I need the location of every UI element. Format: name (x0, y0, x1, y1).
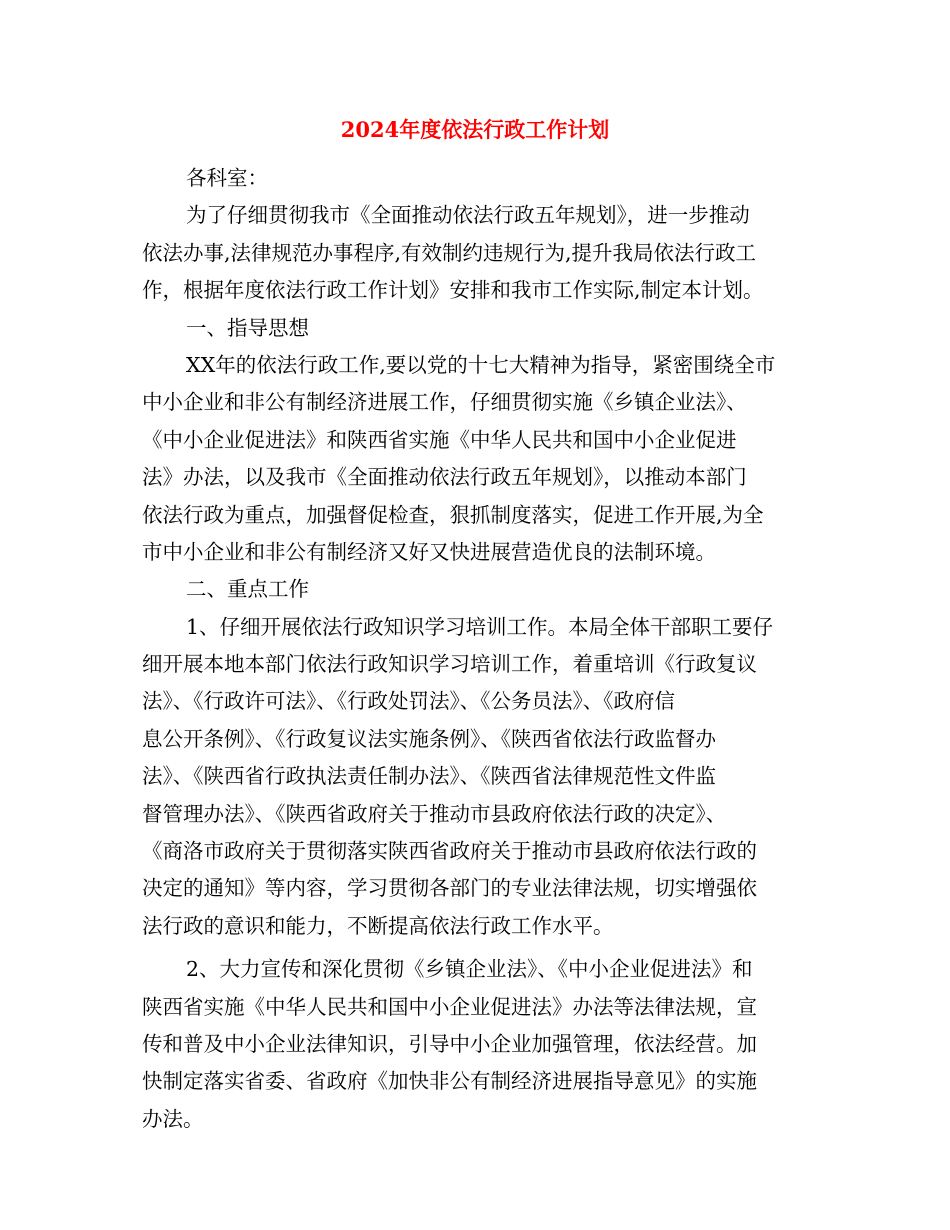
paragraph-line: 《商洛市政府关于贯彻落实陕西省政府关于推动市县政府依法行政的 (142, 839, 757, 864)
paragraph-line: 传和普及中小企业法律知识，引导中小企业加强管理，依法经营。加 (142, 1031, 757, 1056)
paragraph-line: 细开展本地本部门依法行政知识学习培训工作，着重培训《行政复议 (142, 652, 757, 677)
paragraph-line: 息公开条例》、《行政复议法实施条例》、《陕西省依法行政监督办 (142, 726, 716, 751)
paragraph-line: 法行政的意识和能力，不断提高依法行政工作水平。 (142, 913, 614, 938)
paragraph-line: 中小企业和非公有制经济进展工作，仔细贯彻实施《乡镇企业法》、 (142, 390, 747, 415)
paragraph-line: 法》、《行政许可法》、《行政处罚法》、《公务员法》、《政府信 (142, 689, 675, 714)
paragraph-line: 法》、《陕西省行政执法责任制办法》、《陕西省法律规范性文件监 (142, 764, 716, 789)
paragraph-line: XX年的依法行政工作,要以党的十七大精神为指导，紧密围绕全市 (186, 352, 776, 377)
document-body (142, 160, 806, 1138)
paragraph-line: 1、仔细开展依法行政知识学习培训工作。本局全体干部职工要仔 (186, 614, 774, 639)
salutation-line: 各科室： (186, 166, 268, 190)
paragraph-line: 为了仔细贯彻我市《全面推动依法行政五年规划》，进一步推动 (186, 203, 750, 228)
document-title: 2024年度依法行政工作计划 (340, 117, 610, 142)
paragraph-line: 依法办事,法律规范办事程序,有效制约违规行为,提升我局依法行政工 (142, 240, 757, 265)
paragraph-line: 法》办法，以及我市《全面推动依法行政五年规划》，以推动本部门 (142, 465, 747, 490)
paragraph-line: 作，根据年度依法行政工作计划》安排和我市工作实际,制定本计划。 (142, 278, 764, 303)
paragraph-line: 办法。 (142, 1106, 204, 1131)
section-heading: 一、指导思想 (186, 315, 309, 340)
paragraph-line: 陕西省实施《中华人民共和国中小企业促进法》办法等法律法规，宣 (142, 994, 757, 1019)
paragraph-line: 2、大力宣传和深化贯彻《乡镇企业法》、《中小企业促进法》和 (186, 957, 753, 982)
paragraph-line: 市中小企业和非公有制经济又好又快进展营造优良的法制环境。 (142, 539, 716, 564)
paragraph-line: 依法行政为重点，加强督促检查，狠抓制度落实，促进工作开展,为全 (142, 502, 764, 527)
section-heading: 二、重点工作 (186, 577, 309, 602)
paragraph-line: 《中小企业促进法》和陕西省实施《中华人民共和国中小企业促进 (142, 427, 737, 452)
paragraph-line: 决定的通知》等内容，学习贯彻各部门的专业法律法规，切实增强依 (142, 876, 757, 901)
paragraph-line: 督管理办法》、《陕西省政府关于推动市县政府依法行政的决定》、 (142, 801, 727, 826)
paragraph-line: 快制定落实省委、省政府《加快非公有制经济进展指导意见》的实施 (142, 1069, 757, 1094)
